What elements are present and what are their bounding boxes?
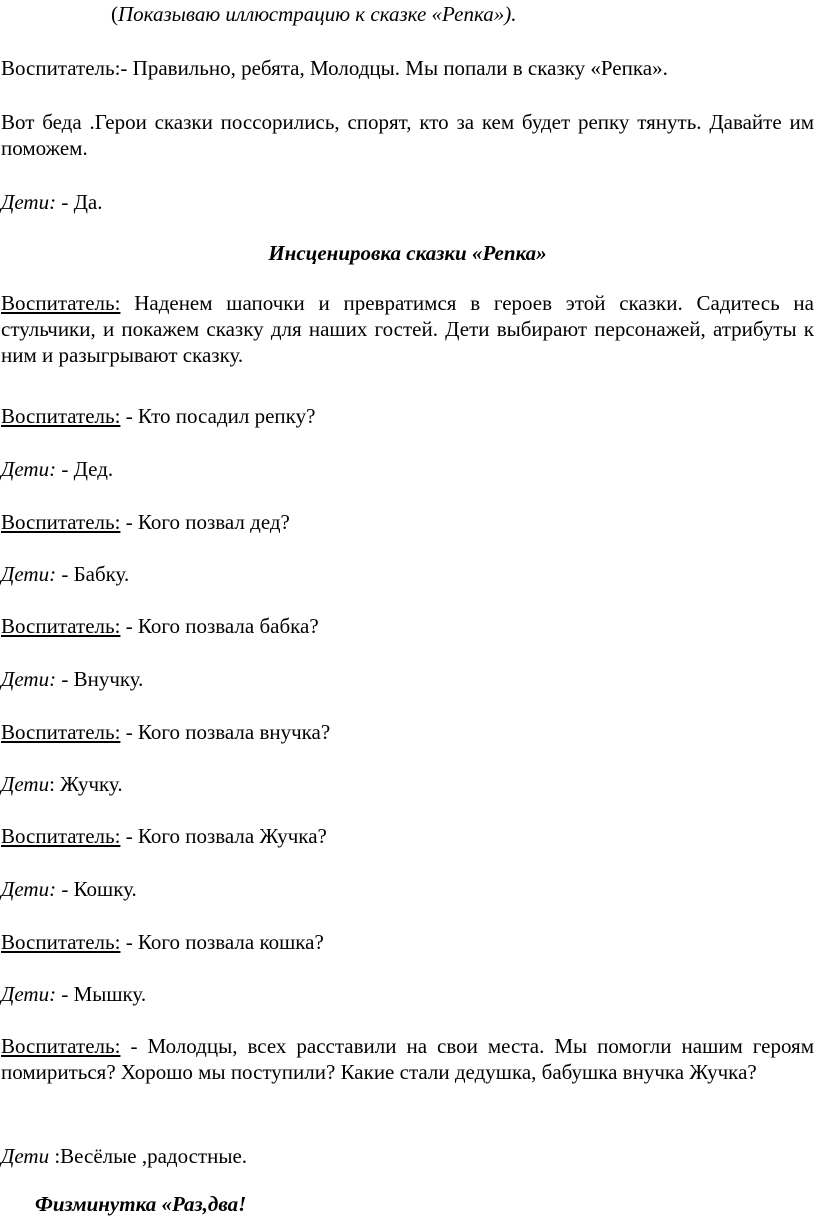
line-text: - Кого позвала Жучка?	[120, 824, 327, 848]
intro-text: Показываю иллюстрацию к сказке «Репка»).	[118, 2, 517, 26]
section-title: Инсценировка сказки «Репка»	[268, 241, 547, 265]
dialogue-line	[1, 561, 129, 587]
speaker-teacher: Воспитатель:	[1, 510, 121, 534]
line-text: - Дед.	[56, 457, 114, 481]
speaker-children: Дети	[1, 1144, 50, 1168]
line-text: - Бабку.	[56, 562, 130, 586]
line-text: - Мышку.	[56, 982, 147, 1006]
speaker-children: Дети:	[1, 562, 57, 586]
dialogue-line	[1, 509, 290, 535]
line-text: - Кого позвала внучка?	[120, 720, 331, 744]
speaker-teacher: Воспитатель:	[1, 824, 121, 848]
intro-open-paren: (	[111, 2, 118, 26]
speaker-children: Дети:	[1, 877, 57, 901]
paragraph-conclusion	[1, 1033, 814, 1085]
speaker-teacher: Воспитатель:	[1, 291, 121, 315]
speaker-teacher: Воспитатель:	[1, 930, 121, 954]
dialogue-line	[1, 876, 137, 902]
paragraph-staging	[1, 290, 814, 368]
speaker-children: Дети:	[1, 190, 57, 214]
speaker-teacher: Воспитатель:	[1, 404, 121, 428]
reply-text: - Да.	[56, 190, 103, 214]
staging-text: Наденем шапочки и превратимся в героев этой сказки. Садитесь на стульчики, и покажем сказку для наших гостей. Дети выбирают персонажей, атрибуты к ним и разыгрывают сказку.	[1, 291, 814, 367]
dialogue-line	[1, 403, 315, 429]
speaker-teacher: Воспитатель:	[1, 1034, 121, 1058]
dialogue-line	[1, 771, 123, 797]
reply-text: :Весёлые ,радостные.	[49, 1144, 248, 1168]
dialogue-line	[1, 981, 146, 1007]
line-text: - Кто посадил репку?	[120, 404, 316, 428]
speaker-children: Дети:	[1, 457, 57, 481]
dialogue-line	[1, 823, 327, 849]
dialogue-line	[1, 613, 319, 639]
paragraph-teacher-intro: Воспитатель:- Правильно, ребята, Молодцы. Мы попали в сказку «Репка».	[1, 56, 668, 80]
intro-note	[111, 1, 517, 27]
dialogue-line	[1, 929, 324, 955]
dialogue-line	[1, 666, 143, 692]
physical-minute-heading: Физминутка «Раз,два!	[35, 1192, 247, 1216]
children-reply-mood	[1, 1143, 247, 1169]
line-text: - Кого позвала бабка?	[120, 614, 319, 638]
line-text: - Кого позвал дед?	[120, 510, 290, 534]
speaker-teacher: Воспитатель:	[1, 720, 121, 744]
speaker-children: Дети:	[1, 982, 57, 1006]
speaker-children: Дети	[1, 772, 50, 796]
line-text: - Кого позвала кошка?	[120, 930, 324, 954]
conclusion-text: - Молодцы, всех расставили на свои места. Мы помогли нашим героям помириться? Хорошо мы поступили? Какие стали дедушка, бабушка внучка Жучка?	[1, 1034, 814, 1084]
speaker-children: Дети:	[1, 667, 57, 691]
dialogue-line	[1, 456, 113, 482]
line-text: - Внучку.	[56, 667, 144, 691]
speaker-teacher: Воспитатель:	[1, 614, 121, 638]
children-reply-yes	[1, 189, 102, 215]
line-text: : Жучку.	[49, 772, 123, 796]
dialogue-line	[1, 719, 330, 745]
paragraph-problem: Вот беда .Герои сказки поссорились, спорят, кто за кем будет репку тянуть. Давайте им поможем.	[1, 110, 814, 160]
line-text: - Кошку.	[56, 877, 137, 901]
